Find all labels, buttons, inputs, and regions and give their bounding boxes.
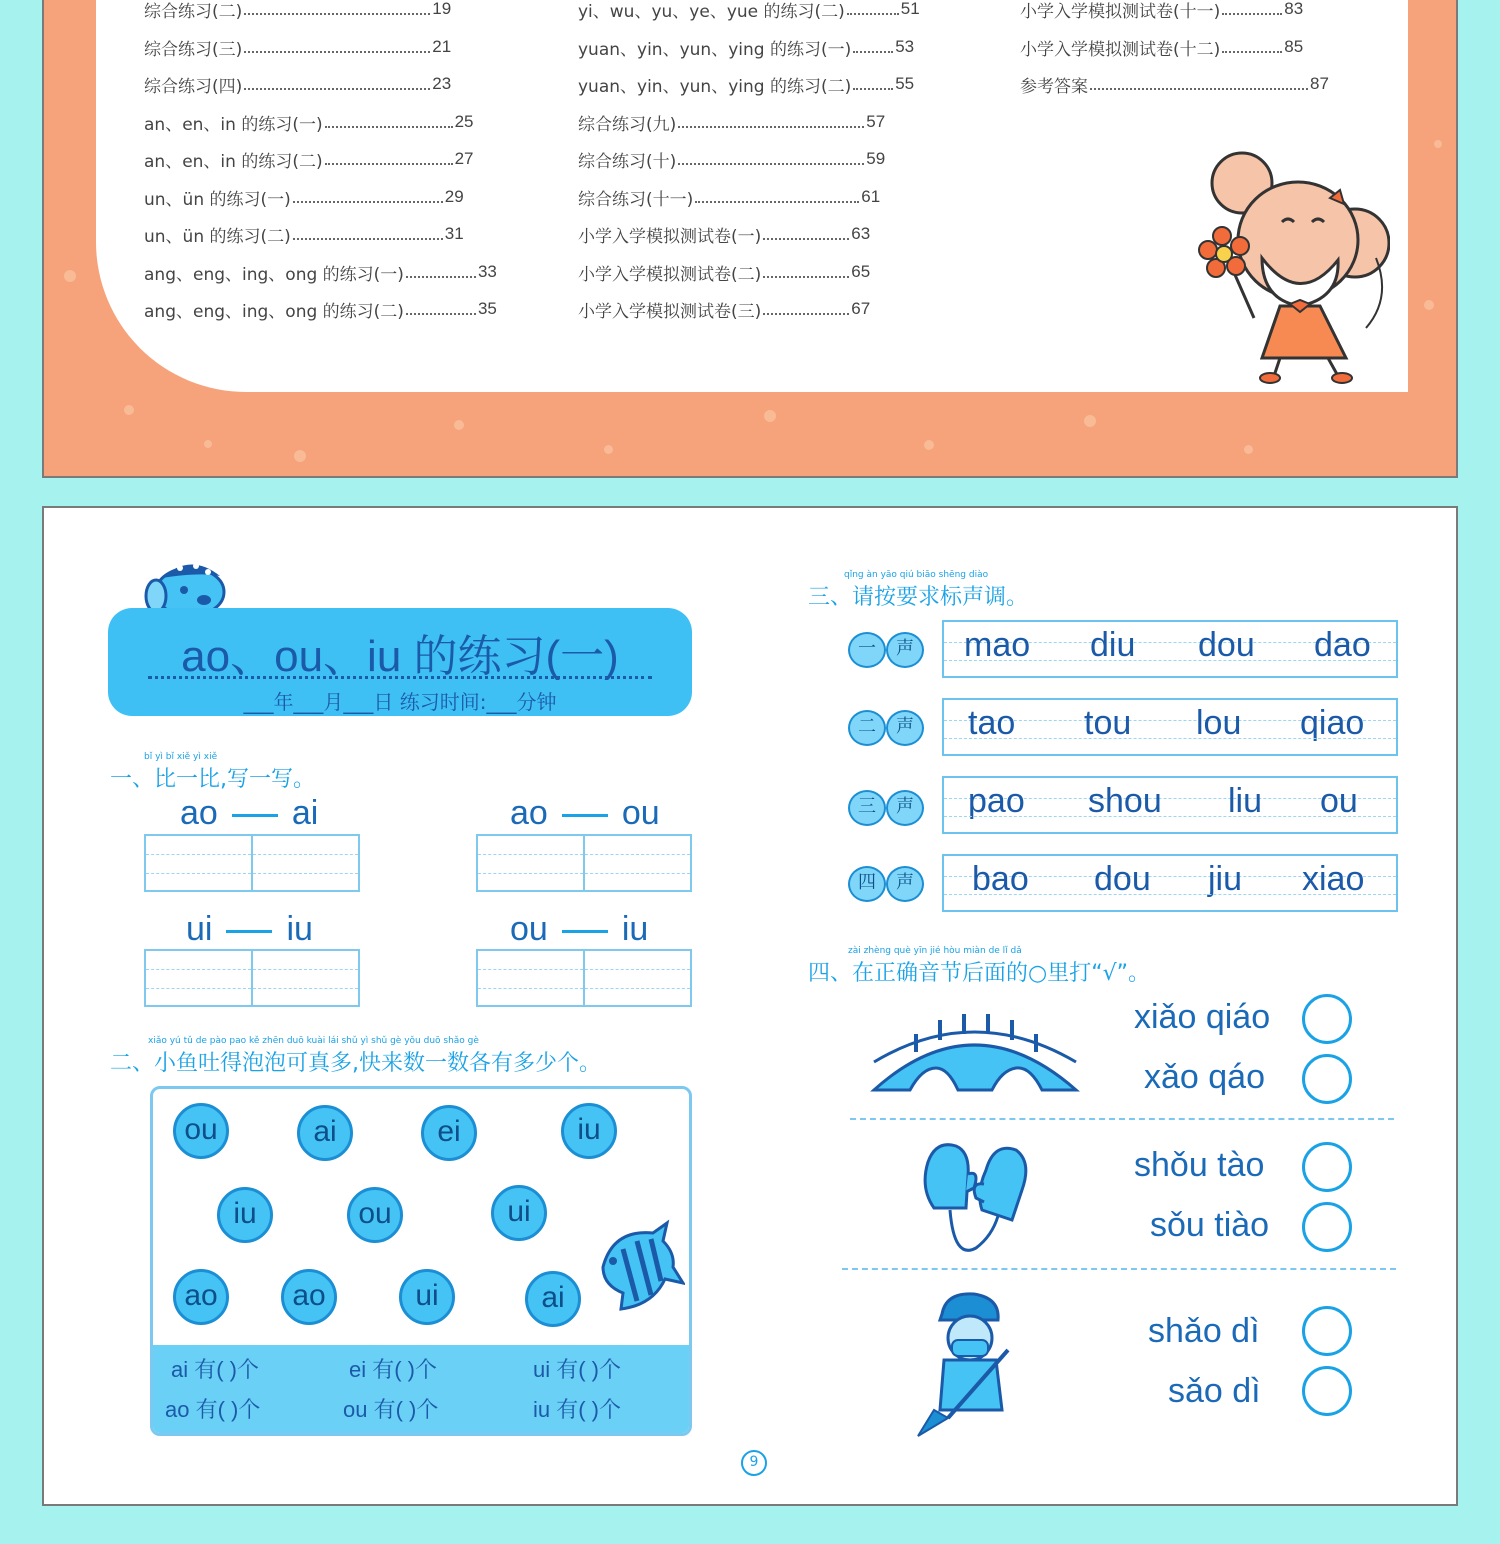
section4-pinyin: zài zhèng què yīn jié hòu miàn de lǐ dǎ bbox=[848, 946, 1022, 956]
answer-circle[interactable] bbox=[1302, 1142, 1352, 1192]
writing-grid[interactable] bbox=[144, 949, 360, 1007]
toc-leader bbox=[763, 266, 849, 278]
tone-syllable[interactable]: liu bbox=[1228, 782, 1263, 820]
toc-entry bbox=[144, 296, 497, 322]
decor-dot bbox=[1084, 415, 1096, 427]
toc-leader bbox=[244, 78, 430, 90]
toc-leader bbox=[244, 3, 430, 15]
tone-syllable[interactable]: tou bbox=[1084, 704, 1132, 742]
option-syllable: shǒu tào bbox=[1134, 1146, 1265, 1184]
decor-dot bbox=[604, 445, 613, 454]
bubble: ou bbox=[173, 1103, 229, 1159]
toc-page: 61 bbox=[861, 187, 881, 206]
pair-first: ao bbox=[510, 794, 548, 832]
pair-dash bbox=[226, 930, 272, 933]
toc-leader bbox=[406, 266, 476, 278]
toc-entry bbox=[578, 184, 880, 210]
toc-page: 21 bbox=[432, 37, 452, 56]
section3-title: 三、请按要求标声调。 bbox=[808, 585, 1029, 610]
toc-entry bbox=[578, 109, 885, 135]
count-answer[interactable]: ao 有( )个 bbox=[165, 1397, 261, 1422]
toc-leader bbox=[406, 303, 476, 315]
toc-page: 19 bbox=[432, 0, 452, 18]
toc-entry bbox=[578, 296, 870, 322]
section1-title: 一、比一比,写一写。 bbox=[110, 767, 315, 792]
writing-cell[interactable] bbox=[146, 836, 253, 890]
pair-dash bbox=[562, 814, 608, 817]
tone-syllable[interactable]: mao bbox=[964, 626, 1031, 664]
count-answer[interactable]: ei 有( )个 bbox=[349, 1357, 438, 1382]
toc-leader bbox=[325, 153, 453, 165]
compare-pair bbox=[180, 794, 318, 833]
bubble: ui bbox=[399, 1269, 455, 1325]
toc-label: 小学入学模拟测试卷(三) bbox=[578, 301, 762, 322]
toc-entry bbox=[144, 221, 464, 247]
mittens-icon bbox=[914, 1136, 1034, 1260]
tone-syllable[interactable]: lou bbox=[1196, 704, 1242, 742]
toc-leader bbox=[678, 153, 864, 165]
worksheet-page bbox=[42, 506, 1458, 1506]
tone-syllable[interactable]: diu bbox=[1090, 626, 1136, 664]
worksheet-title: ao、ou、iu 的练习(一) bbox=[181, 632, 619, 681]
count-answer[interactable]: ui 有( )个 bbox=[533, 1357, 622, 1382]
toc-label: yuan、yin、yun、ying 的练习(二) bbox=[578, 76, 852, 97]
writing-grid[interactable] bbox=[476, 949, 692, 1007]
decor-dot bbox=[124, 405, 134, 415]
decor-dot bbox=[64, 270, 76, 282]
tone-label-4 bbox=[848, 864, 926, 904]
toc-page: 29 bbox=[444, 187, 464, 206]
answer-circle[interactable] bbox=[1302, 1366, 1352, 1416]
toc-label: 小学入学模拟测试卷(十一) bbox=[1020, 1, 1221, 22]
tone-syllable[interactable]: qiao bbox=[1300, 704, 1365, 742]
tone-word: 声 bbox=[886, 632, 924, 668]
toc-page: 33 bbox=[477, 262, 497, 281]
toc-label: 综合练习(四) bbox=[144, 76, 243, 97]
writing-grid[interactable] bbox=[476, 834, 692, 892]
toc-label: 小学入学模拟测试卷(二) bbox=[578, 264, 762, 285]
toc-entry bbox=[144, 71, 451, 97]
toc-entry bbox=[578, 0, 920, 22]
tone-word: 声 bbox=[886, 866, 924, 902]
toc-page: 85 bbox=[1284, 37, 1304, 56]
toc-entry bbox=[1020, 34, 1303, 60]
toc-page: 59 bbox=[866, 149, 886, 168]
bubble: ai bbox=[297, 1105, 353, 1161]
section1-pinyin: bǐ yì bǐ xiě yì xiě bbox=[144, 752, 218, 762]
worksheet-title-banner bbox=[108, 608, 692, 716]
count-answer-bar bbox=[153, 1345, 689, 1433]
toc-leader bbox=[1222, 3, 1282, 15]
toc-label: un、ün 的练习(一) bbox=[144, 189, 291, 210]
fish-icon bbox=[593, 1219, 685, 1315]
option-syllable: sǒu tiào bbox=[1150, 1206, 1270, 1244]
answer-circle[interactable] bbox=[1302, 1202, 1352, 1252]
toc-label: 综合练习(三) bbox=[144, 39, 243, 60]
compare-pair bbox=[186, 910, 313, 949]
writing-cell[interactable] bbox=[478, 836, 585, 890]
toc-page: 23 bbox=[432, 74, 452, 93]
writing-cell[interactable] bbox=[585, 836, 690, 890]
pair-second: ai bbox=[291, 794, 319, 832]
decor-dot bbox=[204, 440, 212, 448]
toc-page: 55 bbox=[895, 74, 915, 93]
writing-grid[interactable] bbox=[144, 834, 360, 892]
answer-circle[interactable] bbox=[1302, 994, 1352, 1044]
pair-first: ui bbox=[186, 910, 213, 948]
bubble: ai bbox=[525, 1271, 581, 1327]
toc-label: 小学入学模拟测试卷(十二) bbox=[1020, 39, 1221, 60]
toc-leader bbox=[1222, 41, 1282, 53]
toc-leader bbox=[678, 116, 864, 128]
group-divider bbox=[850, 1118, 1394, 1120]
toc-entry bbox=[144, 184, 464, 210]
count-answer[interactable]: ai 有( )个 bbox=[171, 1357, 260, 1382]
tone-word-row[interactable] bbox=[942, 698, 1398, 756]
tone-syllable[interactable]: shou bbox=[1088, 782, 1162, 820]
bubble: ui bbox=[491, 1185, 547, 1241]
toc-page: 67 bbox=[851, 299, 871, 318]
toc-page: 53 bbox=[895, 37, 915, 56]
toc-label: yuan、yin、yun、ying 的练习(一) bbox=[578, 39, 852, 60]
toc-label: ang、eng、ing、ong 的练习(二) bbox=[144, 301, 404, 322]
tone-number: 三 bbox=[848, 790, 886, 826]
toc-label: 综合练习(十) bbox=[578, 151, 677, 172]
tone-syllable[interactable]: ou bbox=[1320, 782, 1358, 820]
toc-label: 综合练习(九) bbox=[578, 114, 677, 135]
toc-page: 51 bbox=[900, 0, 920, 18]
toc-leader bbox=[847, 3, 899, 15]
tone-number: 二 bbox=[848, 710, 886, 746]
decor-dot bbox=[764, 410, 776, 422]
count-answer[interactable]: iu 有( )个 bbox=[533, 1397, 622, 1422]
toc-entry bbox=[144, 0, 451, 22]
toc-page: 25 bbox=[454, 112, 474, 131]
decor-dot bbox=[1434, 140, 1442, 148]
pair-dash bbox=[232, 814, 278, 817]
pair-dash bbox=[562, 930, 608, 933]
toc-leader bbox=[244, 41, 430, 53]
toc-page: 83 bbox=[1284, 0, 1304, 18]
bubble: ao bbox=[173, 1269, 229, 1325]
toc-entry bbox=[578, 146, 885, 172]
toc-page: 35 bbox=[477, 299, 497, 318]
writing-cell[interactable] bbox=[585, 951, 690, 1005]
tone-syllable[interactable]: jiu bbox=[1208, 860, 1243, 898]
toc-entry bbox=[1020, 71, 1329, 97]
toc-entry bbox=[578, 259, 870, 285]
tone-label-1 bbox=[848, 630, 926, 670]
toc-label: ang、eng、ing、ong 的练习(一) bbox=[144, 264, 404, 285]
option-syllable: shǎo dì bbox=[1148, 1312, 1260, 1350]
decor-dot bbox=[294, 450, 306, 462]
contents-page bbox=[42, 0, 1458, 478]
toc-entry bbox=[144, 109, 474, 135]
bubble: ao bbox=[281, 1269, 337, 1325]
toc-leader bbox=[853, 41, 893, 53]
title-divider bbox=[148, 676, 652, 679]
toc-page: 57 bbox=[866, 112, 886, 131]
toc-leader bbox=[695, 191, 859, 203]
toc-label: an、en、in 的练习(二) bbox=[144, 151, 323, 172]
toc-page: 63 bbox=[851, 224, 871, 243]
toc-entry bbox=[578, 71, 914, 97]
answer-circle[interactable] bbox=[1302, 1054, 1352, 1104]
toc-label: 综合练习(十一) bbox=[578, 189, 694, 210]
toc-page: 27 bbox=[454, 149, 474, 168]
toc-entry bbox=[144, 146, 474, 172]
option-syllable: xǎo qáo bbox=[1144, 1058, 1265, 1096]
toc-leader bbox=[293, 191, 443, 203]
toc-leader bbox=[325, 116, 453, 128]
page-number: 9 bbox=[741, 1450, 767, 1476]
option-syllable: xiǎo qiáo bbox=[1134, 998, 1271, 1036]
writing-cell[interactable] bbox=[253, 836, 358, 890]
section3-pinyin: qǐng àn yāo qiú biāo shēng diào bbox=[844, 570, 989, 580]
toc-leader bbox=[1090, 78, 1308, 90]
tone-number: 一 bbox=[848, 632, 886, 668]
bubble: iu bbox=[217, 1187, 273, 1243]
section2-pinyin: xiǎo yú tǔ de pào pao kě zhēn duō kuài lái shǔ yì shǔ gè yǒu duō shǎo gè bbox=[148, 1036, 479, 1046]
bubble: ei bbox=[421, 1105, 477, 1161]
tone-word: 声 bbox=[886, 710, 924, 746]
sweeper-icon bbox=[912, 1290, 1024, 1440]
answer-circle[interactable] bbox=[1302, 1306, 1352, 1356]
count-answer[interactable]: ou 有( )个 bbox=[343, 1397, 439, 1422]
tone-word-row[interactable] bbox=[942, 776, 1398, 834]
toc-label: an、en、in 的练习(一) bbox=[144, 114, 323, 135]
bubble-counting-box bbox=[150, 1086, 692, 1436]
tone-syllable[interactable]: pao bbox=[968, 782, 1025, 820]
toc-entry bbox=[1020, 0, 1303, 22]
compare-pair bbox=[510, 794, 660, 833]
toc-entry bbox=[578, 34, 914, 60]
tone-syllable[interactable]: dou bbox=[1094, 860, 1151, 898]
section2-title: 二、小鱼吐得泡泡可真多,快来数一数各有多少个。 bbox=[110, 1051, 601, 1076]
toc-label: 参考答案 bbox=[1020, 76, 1088, 97]
toc-label: un、ün 的练习(二) bbox=[144, 226, 291, 247]
tone-syllable[interactable]: tao bbox=[968, 704, 1016, 742]
toc-page: 87 bbox=[1310, 74, 1329, 93]
toc-leader bbox=[763, 228, 849, 240]
toc-entry bbox=[144, 34, 451, 60]
tone-label-2 bbox=[848, 708, 926, 748]
tone-syllable[interactable]: xiao bbox=[1302, 860, 1365, 898]
pair-second: iu bbox=[286, 910, 313, 948]
pair-second: ou bbox=[621, 794, 660, 832]
writing-cell[interactable] bbox=[253, 951, 358, 1005]
decor-dot bbox=[924, 440, 934, 450]
tone-word-row[interactable] bbox=[942, 620, 1398, 678]
decor-dot bbox=[454, 420, 464, 430]
bubble: ou bbox=[347, 1187, 403, 1243]
option-syllable: sǎo dì bbox=[1168, 1372, 1261, 1410]
tone-word: 声 bbox=[886, 790, 924, 826]
toc-leader bbox=[763, 303, 849, 315]
toc-label: 小学入学模拟测试卷(一) bbox=[578, 226, 762, 247]
tone-syllable[interactable]: dao bbox=[1314, 626, 1371, 664]
tone-label-3 bbox=[848, 788, 926, 828]
pair-second: iu bbox=[621, 910, 649, 948]
tone-syllable[interactable]: bao bbox=[972, 860, 1029, 898]
toc-entry bbox=[578, 221, 870, 247]
toc-leader bbox=[853, 78, 893, 90]
date-time-line: ___年___月___日 练习时间:___分钟 bbox=[243, 690, 557, 714]
bridge-icon bbox=[870, 1008, 1080, 1092]
tone-number: 四 bbox=[848, 866, 886, 902]
pair-first: ou bbox=[510, 910, 548, 948]
compare-pair bbox=[510, 910, 648, 949]
pair-first: ao bbox=[180, 794, 218, 832]
section4-title: 四、在正确音节后面的○里打“√”。 bbox=[808, 961, 1151, 986]
tone-word-row[interactable] bbox=[942, 854, 1398, 912]
mouse-mascot-icon bbox=[1170, 148, 1390, 388]
bubble: iu bbox=[561, 1103, 617, 1159]
decor-dot bbox=[1424, 300, 1434, 310]
writing-cell[interactable] bbox=[478, 951, 585, 1005]
toc-leader bbox=[293, 228, 443, 240]
toc-label: yi、wu、yu、ye、yue 的练习(二) bbox=[578, 1, 845, 22]
tone-syllable[interactable]: dou bbox=[1198, 626, 1255, 664]
decor-dot bbox=[1244, 445, 1253, 454]
toc-page: 31 bbox=[444, 224, 464, 243]
toc-label: 综合练习(二) bbox=[144, 1, 243, 22]
toc-page: 65 bbox=[851, 262, 871, 281]
writing-cell[interactable] bbox=[146, 951, 253, 1005]
toc-entry bbox=[144, 259, 497, 285]
group-divider bbox=[842, 1268, 1396, 1270]
